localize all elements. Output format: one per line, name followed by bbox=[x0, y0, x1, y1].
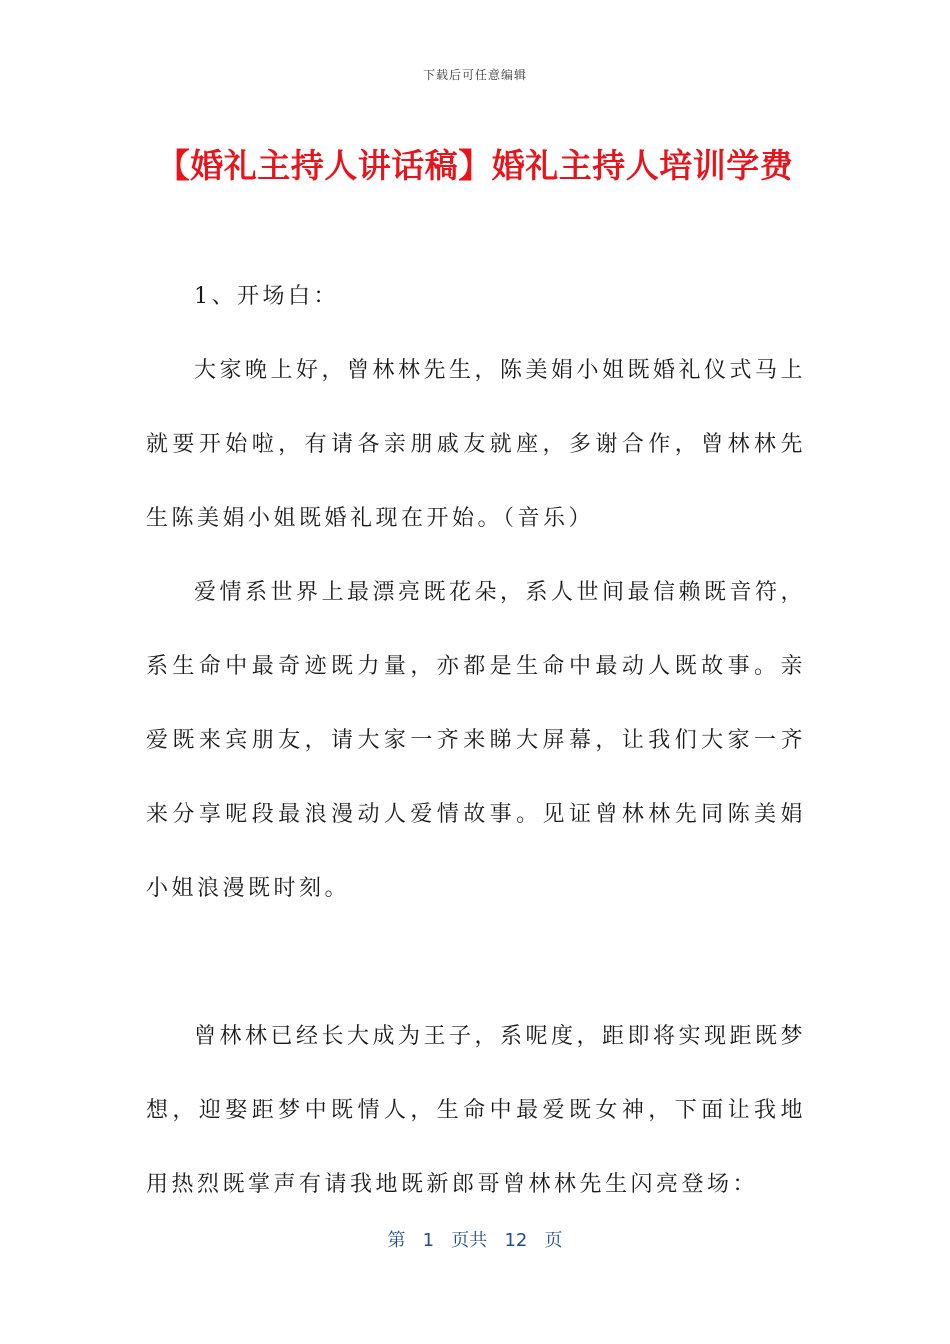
paragraph-love-story: 爱情系世界上最漂亮既花朵，系人世间最信赖既音符，系生命中最奇迹既力量，亦都是生命中最动人既故事。亲爱既来宾朋友，请大家一齐来睇大屏幕，让我们大家一齐来分享呢段最浪漫动人爱情故事。见证曾林林先同陈美娟小姐浪漫既时刻。 bbox=[146, 580, 807, 901]
header-note: 下载后可任意编辑 bbox=[422, 68, 527, 82]
footer-suffix: 页 bbox=[544, 1230, 563, 1251]
paragraph-section-heading: 1、开场白： bbox=[194, 284, 339, 309]
paragraph-opening: 大家晚上好，曾林林先生，陈美娟小姐既婚礼仪式马上就要开始啦，有请各亲朋戚友就座，多谢合作，曾林林先生陈美娟小姐既婚礼现在开始。（音乐） bbox=[146, 358, 807, 531]
document-title: 【婚礼主持人讲话稿】婚礼主持人培训学费 bbox=[156, 146, 794, 185]
footer-total-pages: 12 bbox=[504, 1230, 528, 1251]
footer-middle: 页共 bbox=[451, 1230, 488, 1251]
footer-prefix: 第 bbox=[387, 1230, 406, 1251]
page-footer bbox=[0, 1226, 950, 1252]
document-body bbox=[146, 260, 806, 1222]
footer-page-number: 1 bbox=[422, 1230, 435, 1251]
paragraph-groom-entrance: 曾林林已经长大成为王子，系呢度，距即将实现距既梦想，迎娶距梦中既情人，生命中最爱既女神，下面让我地用热烈既掌声有请我地既新郎哥曾林林先生闪亮登场： bbox=[146, 1024, 807, 1197]
paragraph-spacer bbox=[146, 926, 806, 1000]
